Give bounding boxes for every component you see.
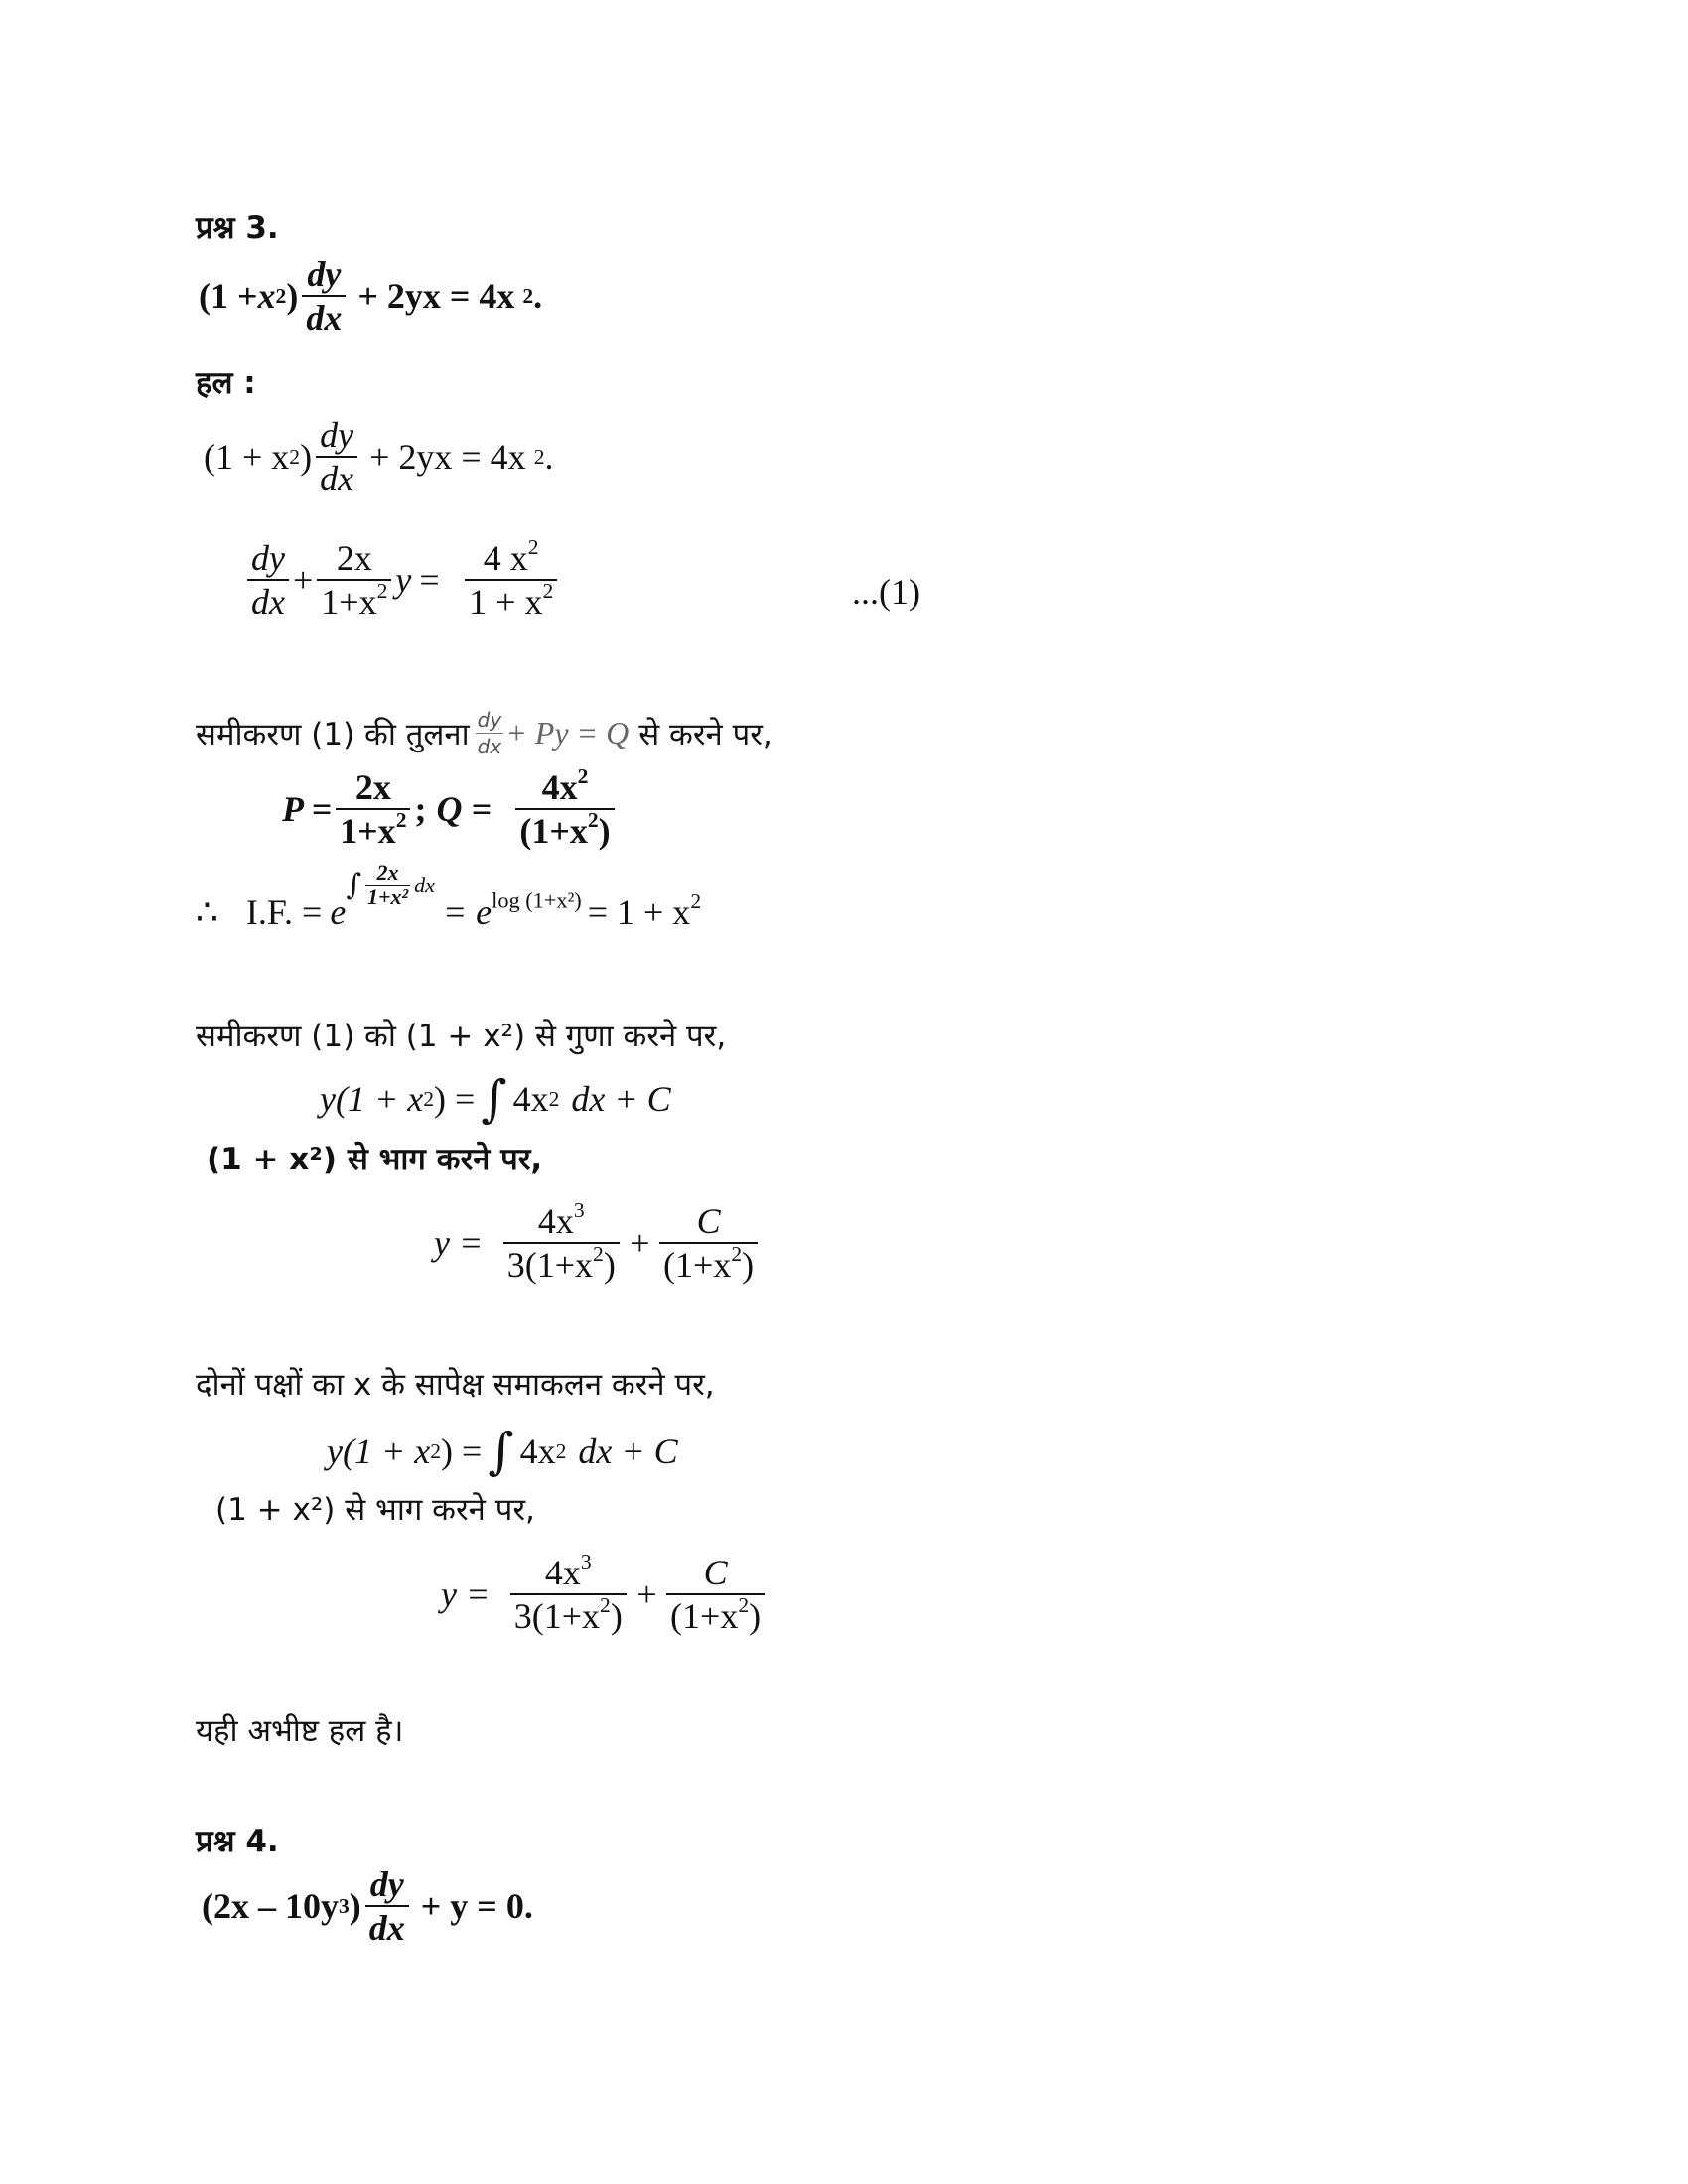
frac-den: dx xyxy=(302,295,346,336)
frac-num xyxy=(538,763,593,808)
integral-sign: ∫ xyxy=(346,867,361,902)
frac-num: 2x xyxy=(354,767,391,807)
q-fraction xyxy=(495,763,634,851)
num-text: 4x xyxy=(537,1201,574,1241)
den-text: ) xyxy=(742,1245,755,1285)
den-exp: 2 xyxy=(600,1592,611,1617)
den-text: 1 + x xyxy=(469,582,543,621)
eq-text: dx + C xyxy=(571,1079,671,1120)
p-q-definitions xyxy=(282,763,638,851)
eq-text: . xyxy=(533,276,543,316)
conclusion-text: यही अभीष्ट हल है। xyxy=(196,1713,404,1749)
if-exponent xyxy=(346,862,435,908)
frac-den xyxy=(666,1593,765,1634)
multiply-sentence: समीकरण (1) को (1 + x²) से गुणा करने पर, xyxy=(196,1019,727,1054)
integral-step-b: y(1 + x 2 ) = ∫ 4x 2 dx + C xyxy=(327,1422,678,1480)
question-3-label: प्रश्न 3. xyxy=(196,210,279,246)
frac-num: dy xyxy=(251,538,285,578)
result-fraction-2 xyxy=(654,1203,764,1283)
solution-label: हल : xyxy=(196,365,256,401)
eq-text: 4x xyxy=(519,1432,556,1472)
num-exp: 3 xyxy=(573,1197,585,1222)
frac-num xyxy=(541,1549,596,1593)
eq-text: = 1 + x xyxy=(587,892,691,932)
derivative-fraction xyxy=(316,417,357,496)
integrate-sentence: दोनों पक्षों का x के सापेक्ष समाकलन करने पर, xyxy=(196,1367,715,1403)
eq-exp: 2 xyxy=(690,888,702,913)
frac-num xyxy=(480,534,543,579)
frac-den: dx xyxy=(365,1905,409,1946)
frac-num: dy xyxy=(369,1864,404,1904)
num-text: 4x xyxy=(541,767,578,807)
frac-den xyxy=(515,808,614,849)
separator: ; xyxy=(414,789,427,829)
den-text: ) xyxy=(610,1596,623,1636)
inline-derivative xyxy=(476,708,504,758)
frac-den: 1+x² xyxy=(366,885,409,909)
integrating-factor-line xyxy=(196,860,702,932)
inline-math: + Py = Q xyxy=(505,715,630,751)
den-exp: 2 xyxy=(738,1592,750,1617)
den-text: ) xyxy=(749,1596,762,1636)
frac-num xyxy=(534,1197,589,1242)
eq-op: = xyxy=(419,560,440,600)
compare-text: समीकरण (1) की तुलना xyxy=(196,716,470,752)
eq-text: + 2yx = 4x xyxy=(369,437,526,477)
den-text: ) xyxy=(598,811,611,851)
compare-sentence xyxy=(196,708,773,758)
num-text: 4 x xyxy=(483,538,528,578)
den-text: (1+x xyxy=(670,1596,739,1636)
den-exp: 2 xyxy=(542,578,554,603)
result-fraction-1 xyxy=(503,1549,633,1636)
divide-sentence-b: (1 + x²) से भाग करने पर, xyxy=(215,1492,535,1528)
eq-text: ) = xyxy=(434,1079,476,1120)
den-text: (1+x xyxy=(663,1245,732,1285)
equation-tag: ...(1) xyxy=(852,572,920,612)
question-4-equation: (2x – 10y 3 ) $\frac{dy}{dx}$ + y = 0. xyxy=(202,1864,533,1948)
derivative-fraction xyxy=(247,540,289,619)
frac-den xyxy=(317,579,391,619)
q-label: Q = xyxy=(436,789,492,829)
base-e: e xyxy=(330,892,347,932)
eq-text: = e xyxy=(442,892,492,932)
frac-den xyxy=(336,808,410,849)
eq-op: + xyxy=(630,1223,650,1263)
eq-text: y = xyxy=(434,1223,484,1263)
den-exp: 2 xyxy=(376,578,388,603)
num-exp: 2 xyxy=(527,534,539,559)
den-text: 1+x xyxy=(321,582,377,621)
frac-num: 2x xyxy=(336,538,372,578)
p-fraction xyxy=(336,769,410,849)
frac-num: dy xyxy=(307,254,342,294)
integral-sign: ∫ xyxy=(481,1069,507,1128)
eq-text: y = xyxy=(441,1574,491,1614)
q-fraction xyxy=(452,534,571,621)
eq-text: (1 + x xyxy=(204,437,290,477)
num-exp: 3 xyxy=(580,1549,592,1573)
eq-text: ) xyxy=(286,276,299,316)
eq-text: y(1 + x xyxy=(320,1079,424,1120)
eq-text: y(1 + x xyxy=(327,1432,431,1472)
eq-text: + y = 0. xyxy=(420,1886,533,1926)
if-result xyxy=(587,888,702,932)
if-label: I.F. = xyxy=(245,892,323,932)
frac-den: dx xyxy=(316,456,357,496)
eq-op: + xyxy=(292,560,314,600)
derivative-fraction xyxy=(365,1866,409,1946)
num-exp: 2 xyxy=(577,763,589,788)
den-text: ) xyxy=(603,1245,616,1285)
restated-equation: (1 + x 2 ) $\frac{dy}{dx}$ + 2yx = 4x 2 . xyxy=(204,415,554,498)
frac-num: C xyxy=(696,1201,721,1241)
eq-var: x xyxy=(257,276,276,316)
frac-num: dy xyxy=(320,415,354,455)
eq-text: ) = xyxy=(441,1432,483,1472)
den-text: 3(1+x xyxy=(506,1245,594,1285)
eq-op: + xyxy=(636,1574,657,1614)
compare-text: से करने पर, xyxy=(638,716,773,752)
if-eq2 xyxy=(442,887,582,932)
standard-form-equation xyxy=(243,534,575,621)
exponent-dx: dx xyxy=(414,872,435,897)
den-exp: 2 xyxy=(395,807,407,832)
exponent-fraction xyxy=(365,862,410,908)
eq-exp: log (1+x²) xyxy=(492,887,582,913)
eq-text: dx + C xyxy=(578,1432,678,1472)
frac-den xyxy=(465,579,557,619)
eq-text: + 2yx = 4x xyxy=(357,276,515,316)
den-exp: 2 xyxy=(731,1241,743,1266)
derivative-fraction xyxy=(302,256,346,336)
frac-den xyxy=(659,1242,758,1283)
frac-num: dy xyxy=(477,708,502,732)
frac-den: dx xyxy=(477,735,502,758)
p-fraction xyxy=(317,540,391,619)
den-text: 3(1+x xyxy=(513,1596,601,1636)
num-text: 4x xyxy=(544,1553,581,1592)
den-text: (1+x xyxy=(519,811,588,851)
den-exp: 2 xyxy=(587,807,599,832)
result-fraction-1 xyxy=(496,1197,626,1285)
frac-den xyxy=(510,1593,627,1634)
therefore-symbol: ∴ xyxy=(196,892,218,932)
eq-text: (1 + xyxy=(199,276,258,316)
frac-num: C xyxy=(703,1553,728,1592)
frac-den xyxy=(503,1242,620,1283)
frac-num: 2x xyxy=(376,860,399,885)
p-label: P = xyxy=(282,789,333,829)
eq-text: ) xyxy=(349,1886,361,1926)
frac-den: dx xyxy=(247,579,289,619)
den-text: 1+x xyxy=(340,811,396,851)
question-4-label: प्रश्न 4. xyxy=(196,1824,279,1859)
integral-sign: ∫ xyxy=(488,1422,514,1480)
eq-text: 4x xyxy=(512,1079,549,1120)
result-fraction-2 xyxy=(661,1555,771,1634)
integral-step-a: y(1 + x 2 ) = ∫ 4x 2 dx + C xyxy=(320,1069,671,1128)
divide-sentence-a: (1 + x²) से भाग करने पर, xyxy=(207,1142,543,1177)
question-3-equation: (1 + x 2 ) $\frac{dy}{dx}$ + 2yx = 4x 2 . xyxy=(199,254,543,338)
eq-text: ) xyxy=(300,437,313,477)
eq-text: . xyxy=(544,437,554,477)
den-exp: 2 xyxy=(593,1241,604,1266)
result-equation-a xyxy=(434,1197,768,1285)
eq-text: (2x – 10y xyxy=(202,1886,339,1926)
eq-var: y xyxy=(395,560,412,600)
result-equation-b xyxy=(441,1549,774,1636)
